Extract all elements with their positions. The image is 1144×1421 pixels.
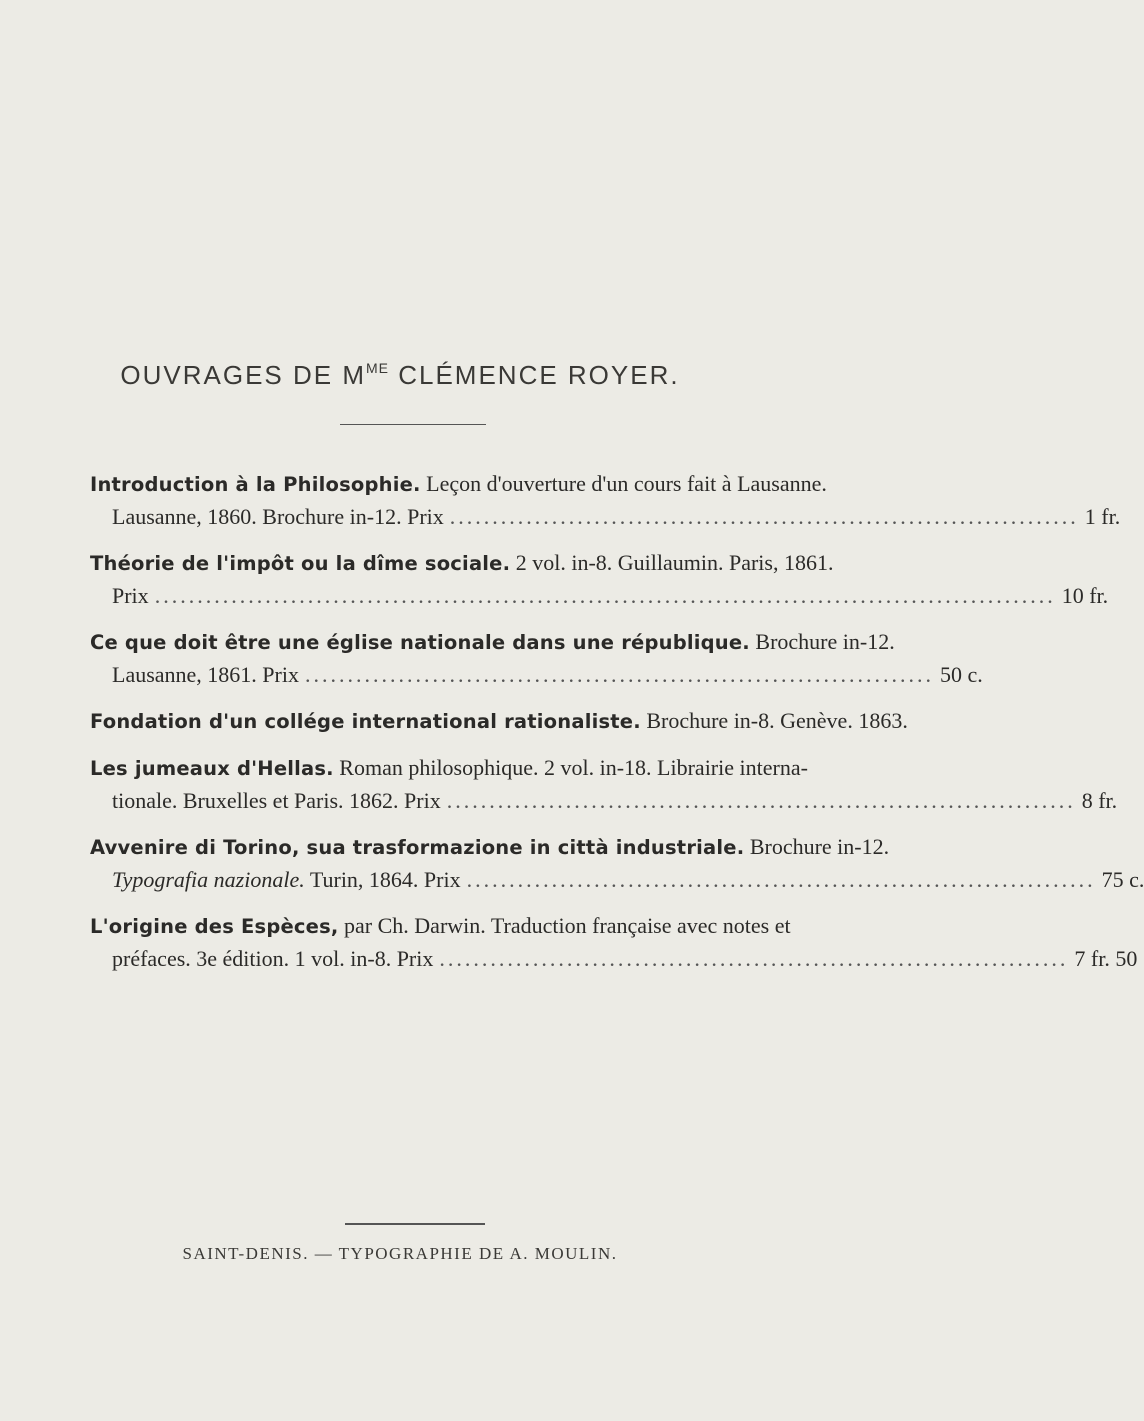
leader-dots: .......................................................................... bbox=[439, 946, 1069, 971]
work-title: Fondation d'un collége international rationaliste. bbox=[90, 710, 641, 733]
work-title: L'origine des Espèces, bbox=[90, 915, 339, 938]
work-price: 50 c. bbox=[939, 662, 983, 687]
title-rule bbox=[340, 424, 486, 425]
work-price: 1 fr. bbox=[1084, 504, 1121, 529]
work-title: Théorie de l'impôt ou la dîme sociale. bbox=[90, 552, 511, 575]
list-item bbox=[90, 752, 1118, 817]
list-item bbox=[90, 831, 1144, 896]
title-text: OUVRAGES DE M bbox=[120, 360, 366, 390]
list-item bbox=[90, 626, 983, 691]
work-details: Brochure in-8. Genève. 1863. bbox=[640, 708, 908, 733]
list-item bbox=[90, 547, 1109, 612]
footer-rule bbox=[345, 1223, 485, 1225]
work-details: par Ch. Darwin. Traduction française avec notes et bbox=[338, 913, 791, 938]
work-price: 8 fr. bbox=[1081, 788, 1118, 813]
leader-dots: .......................................................................... bbox=[446, 788, 1076, 813]
work-details-cont: Lausanne, 1860. Brochure in-12. Prix bbox=[112, 504, 444, 529]
work-details: 2 vol. in-8. Guillaumin. Paris, 1861. bbox=[510, 550, 834, 575]
leader-dots: .......................................................................... bbox=[304, 662, 934, 687]
work-price: 7 fr. 50 bbox=[1074, 946, 1138, 971]
page-title bbox=[0, 360, 800, 391]
list-item bbox=[90, 705, 908, 738]
work-details: Leçon d'ouverture d'un cours fait à Lausanne. bbox=[420, 471, 827, 496]
work-price: 75 c. bbox=[1101, 867, 1144, 892]
work-details-cont: préfaces. 3e édition. 1 vol. in-8. Prix bbox=[112, 946, 434, 971]
leader-dots: .......................................................................... bbox=[466, 867, 1096, 892]
bibliography-list bbox=[90, 468, 1144, 989]
leader-dots: .......................................................................... bbox=[449, 504, 1079, 529]
work-details: Brochure in-12. bbox=[744, 834, 890, 859]
work-details: Roman philosophique. 2 vol. in-18. Librairie interna- bbox=[333, 755, 808, 780]
work-title: Introduction à la Philosophie. bbox=[90, 473, 421, 496]
leader-dots: .......................................................................................................... bbox=[154, 583, 1056, 608]
work-details-cont: Prix bbox=[112, 583, 149, 608]
work-details-cont: Turin, 1864. Prix bbox=[304, 867, 461, 892]
work-title: Avvenire di Torino, sua trasformazione in città industriale. bbox=[90, 836, 745, 859]
title-text-rest: CLÉMENCE ROYER. bbox=[388, 360, 680, 390]
work-title: Les jumeaux d'Hellas. bbox=[90, 757, 334, 780]
title-superscript: ME bbox=[365, 360, 389, 376]
publisher-name: Typografia nazionale. bbox=[112, 867, 305, 892]
work-title: Ce que doit être une église nationale dans une république. bbox=[90, 631, 750, 654]
work-details-cont: tionale. Bruxelles et Paris. 1862. Prix bbox=[112, 788, 441, 813]
work-price: 10 fr. bbox=[1061, 583, 1109, 608]
list-item bbox=[90, 468, 1121, 533]
printer-imprint: SAINT-DENIS. — TYPOGRAPHIE DE A. MOULIN. bbox=[182, 1244, 618, 1263]
work-details: Brochure in-12. bbox=[749, 629, 895, 654]
list-item bbox=[90, 910, 1138, 975]
work-details-cont: Lausanne, 1861. Prix bbox=[112, 662, 299, 687]
